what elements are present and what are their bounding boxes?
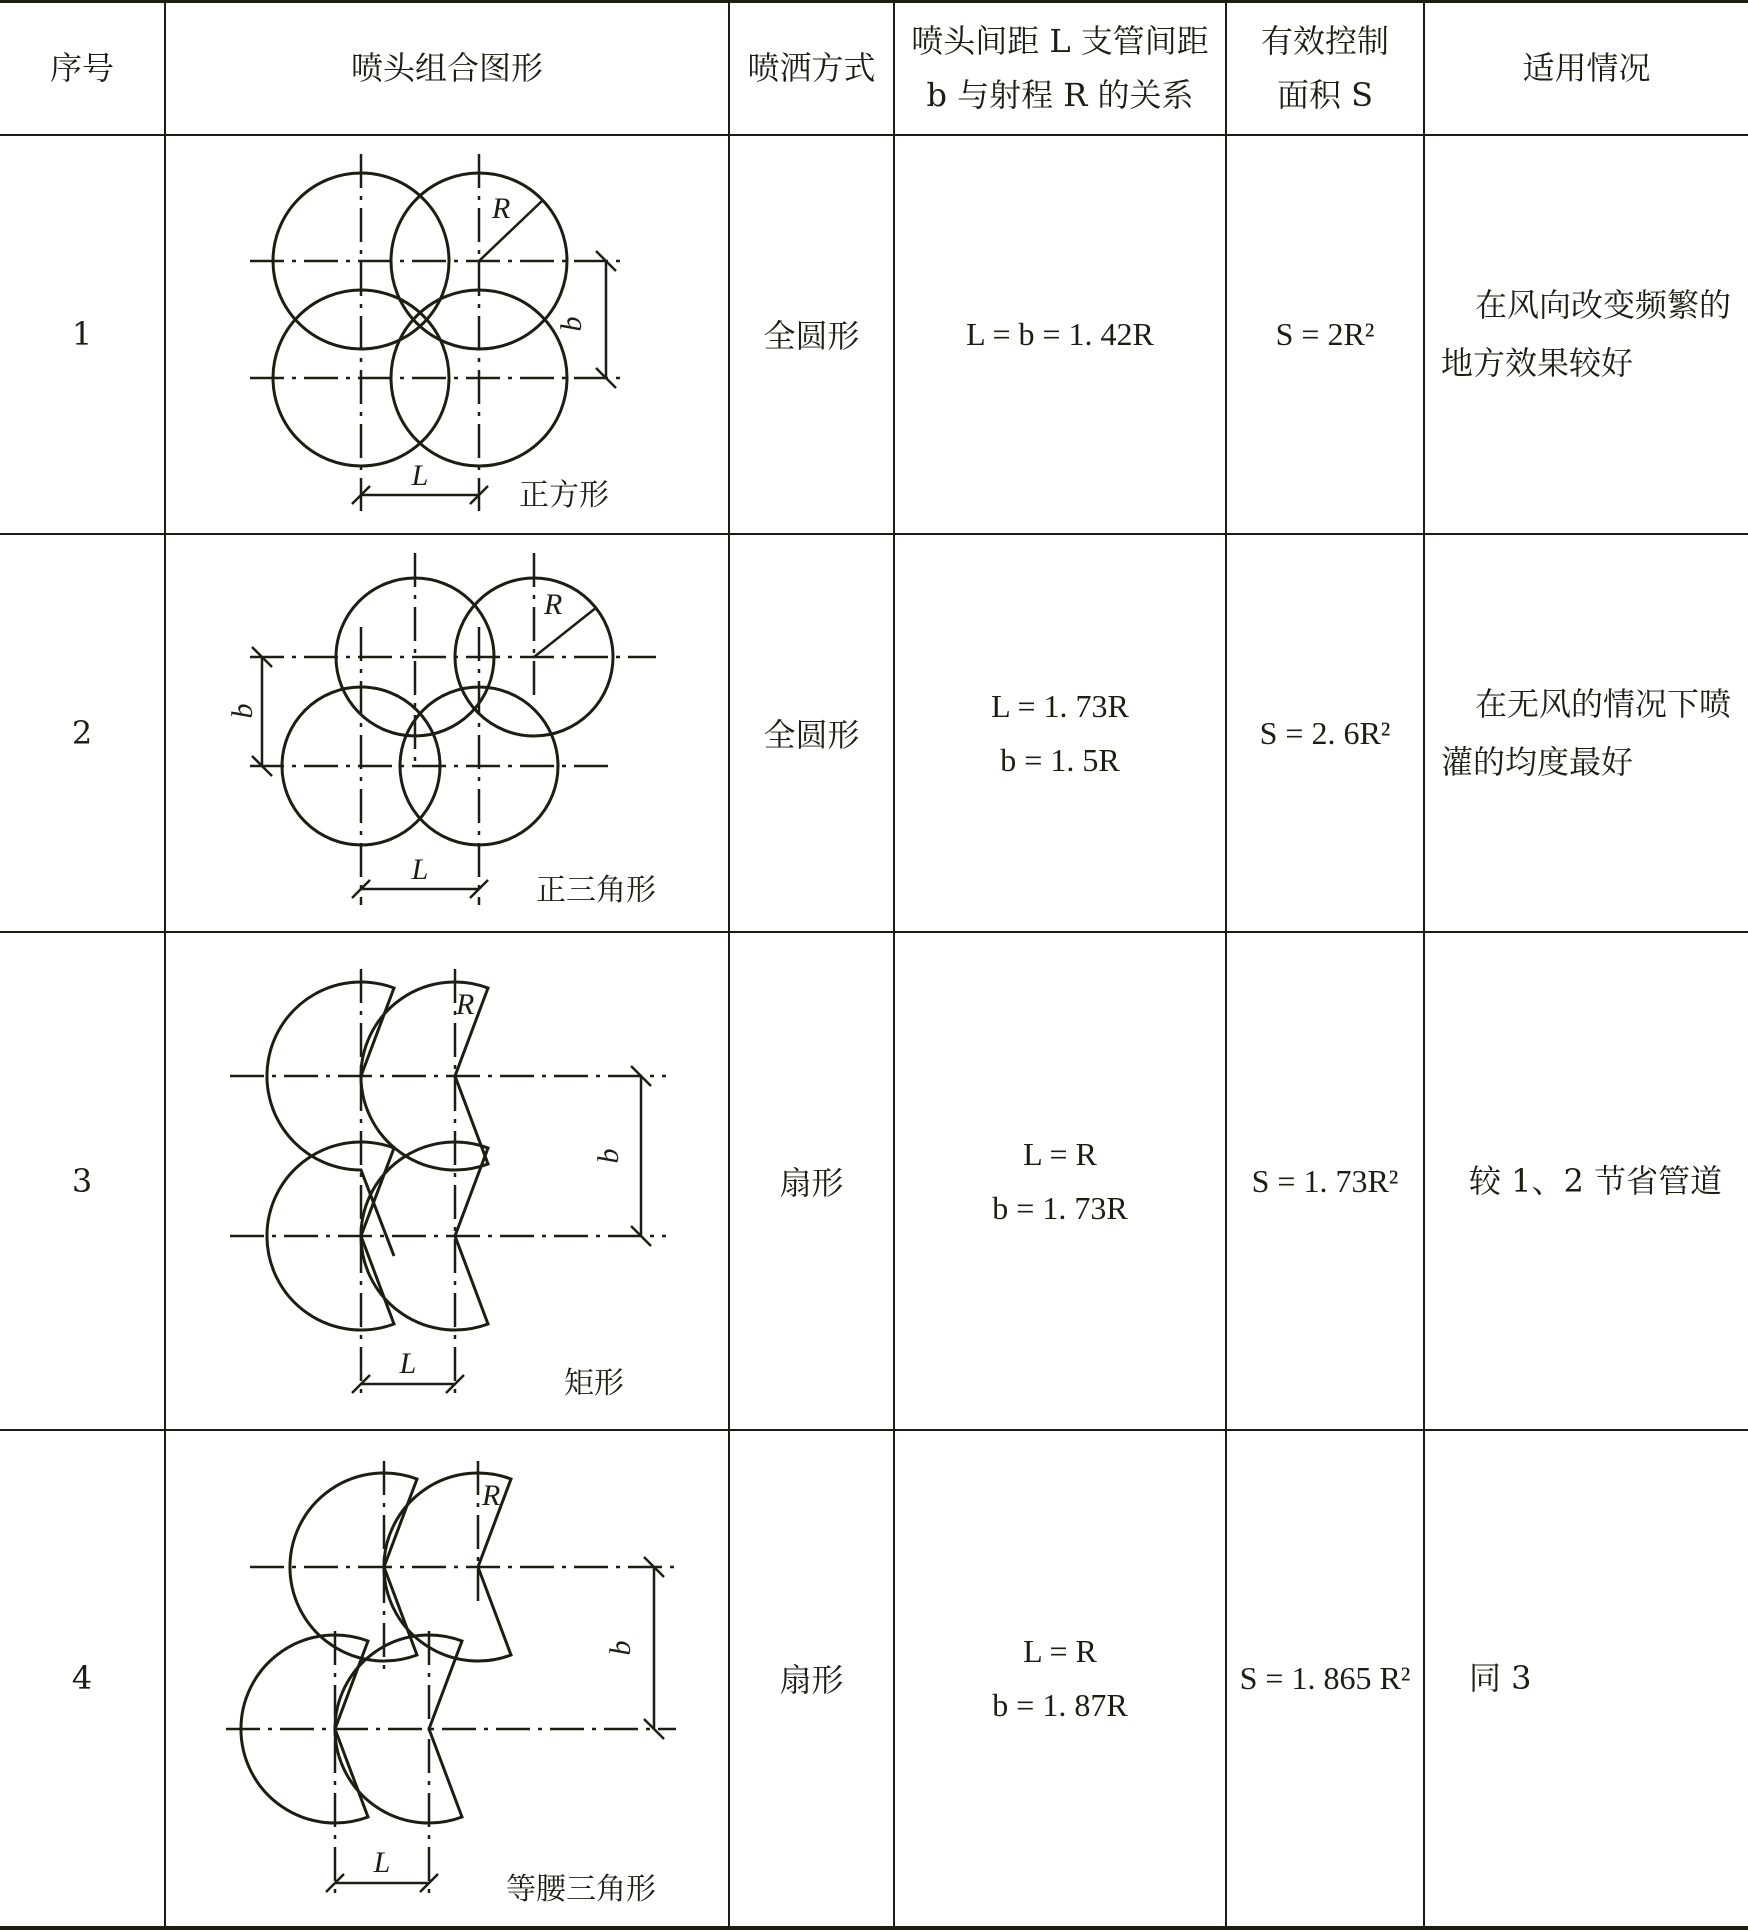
shape-caption: 等腰三角形 (506, 1872, 656, 1906)
shape-caption: 正三角形 (536, 873, 656, 907)
usage-line: 灌的均度最好 (1441, 742, 1634, 781)
row-index: 3 (0, 932, 165, 1430)
control-area: S = 2R² (1226, 135, 1424, 534)
layout-figure-cell (165, 1430, 729, 1928)
spacing-l-label: L (373, 1845, 391, 1879)
rectangle-layout-diagram (166, 933, 730, 1429)
relation-line: L = R (1023, 1633, 1097, 1669)
shape-caption: 正方形 (519, 478, 609, 512)
relation-line: L = b = 1. 42R (966, 316, 1154, 352)
usage-line: 地方效果较好 (1441, 344, 1634, 382)
control-area: S = 1. 865 R² (1226, 1430, 1424, 1928)
row-index: 4 (0, 1430, 165, 1928)
header-relation-line1: 喷头间距 L 支管间距 (911, 22, 1209, 61)
isosceles-layout-diagram (166, 1431, 730, 1926)
spacing-b-label: b (226, 703, 259, 718)
layout-figure-cell (165, 534, 729, 932)
usage-note (1424, 1430, 1748, 1928)
spacing-relation (894, 135, 1226, 534)
table-row (0, 932, 1748, 1430)
sector-sprinkler (267, 982, 394, 1256)
usage-line: 较 1、2 节省管道 (1469, 1161, 1723, 1200)
spray-mode: 扇形 (729, 932, 894, 1430)
relation-line: b = 1. 5R (1000, 741, 1120, 778)
header-mode: 喷洒方式 (729, 2, 894, 135)
spacing-b-label: b (555, 316, 588, 331)
radius-label: R (482, 1478, 501, 1512)
header-relation-line2: b 与射程 R 的关系 (926, 76, 1194, 115)
spacing-l-label: L (411, 458, 429, 492)
usage-note (1424, 932, 1748, 1430)
layout-figure-cell (165, 135, 729, 534)
spacing-b-label: b (604, 1640, 637, 1655)
header-index: 序号 (0, 2, 165, 135)
relation-line: b = 1. 73R (992, 1189, 1128, 1226)
shape-caption: 矩形 (564, 1366, 624, 1400)
control-area: S = 2. 6R² (1226, 534, 1424, 932)
triangle-layout-diagram (166, 535, 730, 931)
header-row (0, 2, 1748, 135)
radius-label: R (456, 987, 475, 1021)
spray-mode: 全圆形 (729, 534, 894, 932)
usage-line: 同 3 (1469, 1659, 1532, 1697)
spacing-relation (894, 932, 1226, 1430)
header-area-line2: 面积 S (1276, 76, 1374, 115)
header-area-line1: 有效控制 (1260, 22, 1389, 61)
header-area (1226, 2, 1424, 135)
usage-note (1424, 534, 1748, 932)
table-row (0, 135, 1748, 534)
relation-line: L = 1. 73R (991, 687, 1129, 724)
table-row (0, 1430, 1748, 1928)
radius-label: R (492, 191, 511, 225)
table-row (0, 534, 1748, 932)
control-area: S = 1. 73R² (1226, 932, 1424, 1430)
row-index: 2 (0, 534, 165, 932)
usage-note (1424, 135, 1748, 534)
row-index: 1 (0, 135, 165, 534)
spray-mode: 扇形 (729, 1430, 894, 1928)
square-layout-diagram (166, 136, 730, 533)
radius-line (479, 200, 543, 261)
spacing-relation (894, 534, 1226, 932)
radius-label: R (544, 587, 563, 621)
header-relation (894, 2, 1226, 135)
spacing-relation (894, 1430, 1226, 1928)
spray-mode: 全圆形 (729, 135, 894, 534)
header-usage: 适用情况 (1424, 2, 1748, 135)
spacing-b-label: b (592, 1148, 625, 1163)
usage-line: 在风向改变频繁的 (1475, 286, 1732, 324)
spacing-l-label: L (411, 852, 429, 886)
layout-figure-cell (165, 932, 729, 1430)
header-figure: 喷头组合图形 (165, 2, 729, 135)
relation-line: b = 1. 87R (992, 1687, 1128, 1723)
usage-line: 在无风的情况下喷 (1475, 684, 1732, 723)
relation-line: L = R (1023, 1135, 1097, 1172)
spacing-l-label: L (399, 1346, 417, 1380)
